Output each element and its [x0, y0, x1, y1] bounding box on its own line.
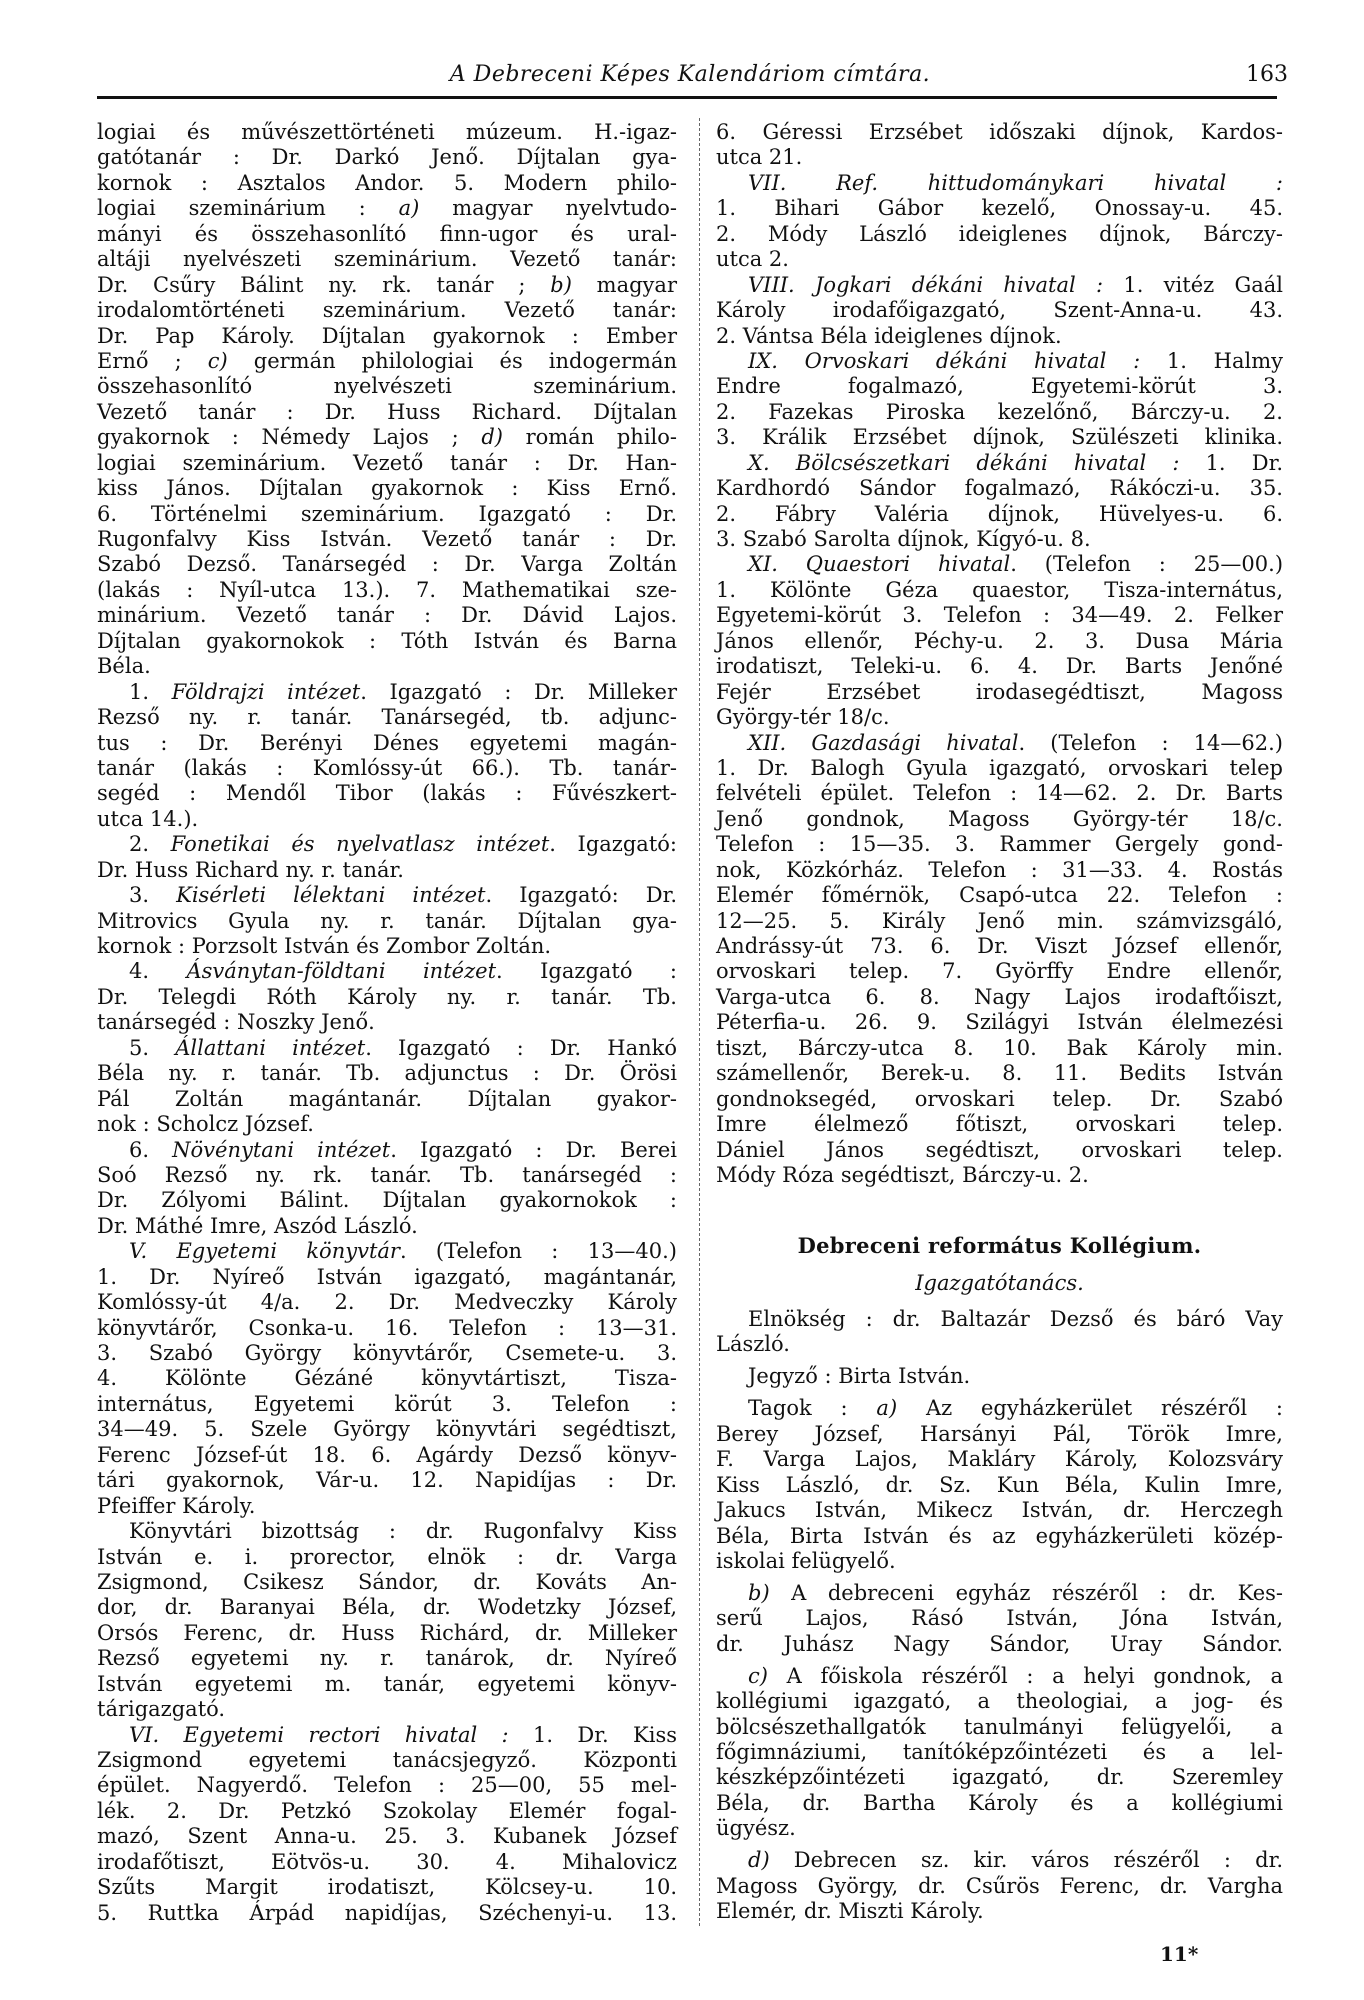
text-line: [97, 680, 677, 705]
text-line: Komlóssy-út 4/a. 2. Dr. Medveczky Károly: [97, 1290, 677, 1315]
italic-heading-segment: d): [481, 425, 503, 450]
text-line: Rezső egyetemi ny. r. tanárok, dr. Nyíreő: [97, 1646, 677, 1671]
paragraph: [97, 1239, 677, 1519]
text-line: tanársegéd : Noszky Jenő.: [97, 1010, 375, 1035]
text-line: Módy Róza segédtiszt, Bárczy-u. 2.: [716, 1162, 1089, 1187]
italic-heading-segment: Fonetikai és nyelvatlasz intézet: [170, 832, 550, 857]
text-segment: . (Telefon : 25—00.): [1010, 552, 1284, 577]
text-line: iskolai felügyelő.: [716, 1548, 896, 1573]
text-line: [97, 1723, 677, 1748]
text-line: [716, 1664, 1283, 1689]
text-line: Ferenc József-út 18. 6. Agárdy Dezső könyv-: [97, 1442, 677, 1467]
text-line: Károly irodafőigazgató, Szent-Anna-u. 43.: [716, 298, 1283, 323]
paragraph: [97, 959, 677, 1035]
text-segment: Tagok :: [748, 1396, 877, 1421]
text-line: Orsós Ferenc, dr. Huss Richárd, dr. Milleker: [97, 1620, 677, 1645]
text-segment: Debrecen sz. kir. város részéről : dr.: [769, 1848, 1283, 1873]
text-line: tus : Dr. Berényi Dénes egyetemi magán-: [97, 730, 677, 755]
text-line: irodalomtörténeti szeminárium. Vezető tanár:: [97, 298, 677, 323]
italic-heading-segment: a): [876, 1396, 898, 1421]
text-line: [716, 552, 1283, 577]
italic-heading-segment: c): [748, 1663, 768, 1688]
italic-heading-segment: b): [748, 1580, 770, 1605]
text-line: Pfeiffer Károly.: [97, 1493, 256, 1518]
paragraph: [716, 1364, 1283, 1389]
text-line: István e. i. prorector, elnök : dr. Varga: [97, 1544, 677, 1569]
text-line: Péterfia-u. 26. 9. Szilágyi István élelmezési: [716, 1010, 1283, 1035]
text-segment: A debreceni egyház részéről : dr. Kes-: [769, 1580, 1283, 1605]
text-line: [97, 425, 677, 450]
text-segment: 1. vitéz Gaál: [1103, 272, 1283, 297]
text-line: összehasonlító nyelvészeti szeminárium.: [97, 374, 677, 399]
text-segment: 1. Dr.: [1179, 450, 1283, 475]
text-line: Fejér Erzsébet irodasegédtiszt, Magoss: [716, 679, 1283, 704]
text-line: Elemér főmérnök, Csapó-utca 22. Telefon :: [716, 883, 1283, 908]
text-line: 3. Szabó Sarolta díjnok, Kígyó-u. 8.: [716, 527, 1091, 551]
text-line: segéd : Mendől Tibor (lakás : Fűvészkert-: [97, 781, 677, 806]
text-line: minárium. Vezető tanár : Dr. Dávid Lajos.: [97, 603, 677, 628]
text-line: Béla.: [97, 654, 151, 679]
italic-heading-segment: b): [550, 272, 572, 297]
right-column-offices: [716, 120, 1283, 1188]
text-line: orvoskari telep. 7. Györffy Endre ellenőr,: [716, 959, 1283, 984]
text-segment: logiai szeminárium :: [97, 196, 399, 221]
left-column: [97, 120, 677, 1926]
text-segment: 5.: [129, 1035, 176, 1060]
text-line: tanár (lakás : Komlóssy-út 66.). Tb. tanár-: [97, 755, 677, 780]
text-line: [97, 349, 677, 374]
text-line: mányi és összehasonlító finn-ugor és ural-: [97, 221, 677, 246]
text-segment: 4.: [129, 959, 187, 984]
text-line: tiszt, Bárczy-utca 8. 10. Bak Károly min.: [716, 1035, 1283, 1060]
paragraph: [716, 1848, 1283, 1924]
text-line: [97, 1239, 677, 1264]
right-column-college: [716, 1307, 1283, 1925]
text-line: dor, dr. Baranyai Béla, dr. Wodetzky József,: [97, 1595, 677, 1620]
text-line: kornok : Asztalos Andor. 5. Modern philo-: [97, 170, 677, 195]
text-line: Telefon : 15—35. 3. Rammer Gergely gond-: [716, 832, 1283, 857]
text-line: mazó, Szent Anna-u. 25. 3. Kubanek József: [97, 1824, 677, 1849]
text-line: 2. Vántsa Béla ideiglenes díjnok.: [716, 323, 1062, 348]
text-line: Rugonfalvy Kiss István. Vezető tanár : Dr.: [97, 527, 677, 551]
paragraph: [716, 1664, 1283, 1842]
text-segment: magyar: [571, 272, 677, 297]
text-line: Díjtalan gyakornokok : Tóth István és Barna: [97, 628, 677, 653]
text-line: [716, 731, 1283, 756]
text-line: ügyész.: [716, 1816, 796, 1841]
text-line: Endre fogalmazó, Egyetemi-körút 3.: [716, 374, 1283, 399]
text-line: [97, 273, 677, 298]
paragraph: [716, 1581, 1283, 1657]
page-number: 163: [1246, 62, 1288, 87]
text-line: logiai szeminárium. Vezető tanár : Dr. Han-: [97, 450, 677, 475]
paragraph: [97, 832, 677, 883]
text-line: [716, 1581, 1283, 1606]
section-heading: Debreceni református Kollégium.: [797, 1233, 1202, 1258]
text-line: 34—49. 5. Szele György könyvtári segédtiszt,: [97, 1417, 677, 1442]
italic-heading-segment: c): [207, 348, 228, 373]
text-segment: Az egyházkerület részéről :: [897, 1396, 1283, 1421]
text-line: Kardhordó Sándor fogalmazó, Rákóczi-u. 35.: [716, 476, 1283, 501]
text-line: [97, 1036, 677, 1061]
text-line: Varga-utca 6. 8. Nagy Lajos irodaftőiszt,: [716, 984, 1283, 1009]
italic-heading-segment: a): [398, 196, 420, 221]
text-line: utca 14.).: [97, 806, 199, 831]
paragraph: [716, 171, 1283, 273]
text-line: Vezető tanár : Dr. Huss Richard. Díjtalan: [97, 399, 677, 424]
text-line: [97, 196, 677, 221]
text-line: Rezső ny. r. tanár. Tanársegéd, tb. adjunc-: [97, 705, 677, 730]
text-segment: . Igazgató :: [496, 959, 677, 984]
paragraph: [97, 1519, 677, 1723]
text-line: Szűts Margit irodatiszt, Kölcsey-u. 10.: [97, 1875, 677, 1900]
paragraph: [97, 883, 677, 959]
text-segment: 2.: [129, 832, 171, 857]
paragraph: [97, 1138, 677, 1240]
text-line: 6. Történelmi szeminárium. Igazgató : Dr.: [97, 501, 677, 526]
text-line: 1. Dr. Balogh Gyula igazgató, orvoskari telep: [716, 755, 1283, 780]
text-line: nok : Scholcz József.: [97, 1112, 314, 1137]
text-line: [716, 1848, 1283, 1873]
paragraph: [716, 273, 1283, 349]
text-line: logiai és művészettörténeti múzeum. H.-igaz-: [97, 120, 677, 144]
italic-heading-segment: d): [748, 1848, 770, 1873]
paragraph: [716, 1307, 1283, 1358]
text-segment: 3.: [129, 883, 177, 908]
text-line: Berey József, Harsányi Pál, Török Imre,: [716, 1421, 1283, 1446]
italic-heading-segment: Ásványtan-földtani intézet: [186, 959, 497, 984]
paragraph: [716, 349, 1283, 451]
text-line: 2. Módy László ideiglenes díjnok, Bárczy-: [716, 221, 1283, 246]
section-subheading: Igazgatótanács.: [915, 1271, 1084, 1295]
text-line: tári gyakornok, Vár-u. 12. Napidíjas : Dr.: [97, 1468, 677, 1493]
italic-heading-segment: Kisérleti lélektani intézet: [176, 883, 486, 908]
text-line: [716, 451, 1283, 476]
text-segment: . (Telefon : 14—62.): [1018, 730, 1283, 755]
text-line: [97, 883, 677, 908]
italic-heading-segment: V. Egyetemi könyvtár: [129, 1239, 400, 1264]
text-line: Béla ny. r. tanár. Tb. adjunctus : Dr. Örösi: [97, 1061, 677, 1086]
text-line: készképzőintézeti igazgató, dr. Szeremley: [716, 1765, 1283, 1790]
text-line: 1. Dr. Nyíreő István igazgató, magántanár,: [97, 1264, 677, 1289]
text-line: épület. Nagyerdő. Telefon : 25—00, 55 mel-: [97, 1773, 677, 1798]
text-line: Dr. Máthé Imre, Aszód László.: [97, 1213, 418, 1238]
text-line: 3. Szabó György könyvtárőr, Csemete-u. 3.: [97, 1341, 677, 1365]
text-line: internátus, Egyetemi körút 3. Telefon :: [97, 1391, 677, 1416]
text-line: [97, 1138, 677, 1163]
text-line: Magoss György, dr. Csűrös Ferenc, dr. Vargha: [716, 1873, 1283, 1898]
text-line: György-tér 18/c.: [716, 705, 890, 730]
italic-heading-segment: XI. Quaestori hivatal: [748, 552, 1011, 577]
text-line: [716, 1396, 1283, 1421]
text-line: Zsigmond, Csikesz Sándor, dr. Kováts An-: [97, 1569, 677, 1594]
italic-heading-segment: IX. Orvoskari dékáni hivatal :: [748, 348, 1141, 373]
text-segment: . Igazgató : Dr. Milleker: [360, 679, 677, 704]
text-line: serű Lajos, Rásó István, Jóna István,: [716, 1606, 1283, 1631]
text-line: Könyvtári bizottság : dr. Rugonfalvy Kiss: [129, 1519, 677, 1544]
text-line: Pál Zoltán magántanár. Díjtalan gyakor-: [97, 1086, 677, 1111]
text-line: 5. Ruttka Árpád napidíjas, Széchenyi-u. 13.: [97, 1900, 677, 1925]
text-line: Dr. Pap Károly. Díjtalan gyakornok : Ember: [97, 323, 677, 348]
text-line: Dr. Huss Richard ny. r. tanár.: [97, 857, 404, 882]
column-divider: [699, 118, 700, 1926]
text-line: 6. Géressi Erzsébet időszaki díjnok, Kardos-: [716, 120, 1283, 144]
text-line: Béla, Birta István és az egyházkerületi közép-: [716, 1523, 1283, 1548]
text-line: 2. Fábry Valéria díjnok, Hüvelyes-u. 6.: [716, 501, 1283, 526]
text-line: irodatiszt, Teleki-u. 6. 4. Dr. Barts Jenőné: [716, 654, 1283, 679]
paragraph: [97, 1036, 677, 1138]
italic-heading-segment: VIII. Jogkari dékáni hivatal :: [748, 272, 1104, 297]
text-line: Andrássy-út 73. 6. Dr. Viszt József ellenőr,: [716, 934, 1283, 958]
italic-heading-segment: Növénytani intézet: [172, 1137, 391, 1162]
paragraph: [716, 731, 1283, 1189]
text-line: Zsigmond egyetemi tanácsjegyző. Központi: [97, 1748, 677, 1772]
text-segment: . Igazgató : Dr. Berei: [390, 1137, 677, 1162]
text-line: gondnoksegéd, orvoskari telep. Dr. Szabó: [716, 1086, 1283, 1111]
text-segment: . Igazgató:: [549, 832, 677, 857]
paragraph: [97, 680, 677, 833]
text-line: Jegyző : Birta István.: [748, 1364, 971, 1389]
text-line: altáji nyelvészeti szeminárium. Vezető tanár:: [97, 247, 677, 272]
text-segment: 1. Halmy: [1140, 348, 1283, 373]
text-line: [716, 171, 1283, 196]
text-line: Jakucs István, Mikecz István, dr. Herczegh: [716, 1498, 1283, 1523]
italic-heading-segment: VI. Egyetemi rectori hivatal :: [129, 1722, 509, 1747]
italic-heading-segment: Földrajzi intézet: [171, 679, 361, 704]
text-line: 3. Králik Erzsébet díjnok, Szülészeti klinika.: [716, 425, 1283, 450]
text-line: dr. Juhász Nagy Sándor, Uray Sándor.: [716, 1631, 1283, 1656]
text-line: László.: [716, 1332, 790, 1357]
text-line: István egyetemi m. tanár, egyetemi könyv-: [97, 1671, 677, 1696]
text-line: Dr. Zólyomi Bálint. Díjtalan gyakornokok :: [97, 1188, 677, 1213]
text-line: számellenőr, Berek-u. 8. 11. Bedits István: [716, 1061, 1283, 1086]
text-line: Szabó Dezső. Tanársegéd : Dr. Varga Zoltán: [97, 552, 677, 577]
text-line: kornok : Porzsolt István és Zombor Zoltán.: [97, 934, 552, 958]
text-line: [716, 349, 1283, 374]
text-segment: Dr. Csűry Bálint ny. rk. tanár ;: [97, 272, 551, 297]
text-line: Mitrovics Gyula ny. r. tanár. Díjtalan gya-: [97, 908, 677, 933]
text-segment: gyakornok : Némedy Lajos ;: [97, 425, 482, 450]
text-line: tárigazgató.: [97, 1697, 226, 1722]
paragraph: [716, 451, 1283, 553]
text-segment: Ernő ;: [97, 348, 208, 373]
text-line: Imre élelmező főtiszt, orvoskari telep.: [716, 1112, 1283, 1137]
signature-mark: 11*: [1160, 1942, 1199, 1966]
text-line: könyvtárőr, Csonka-u. 16. Telefon : 13—31.: [97, 1315, 677, 1340]
header-rule: [97, 96, 1277, 99]
text-line: 4. Kölönte Gézáné könyvtártiszt, Tisza-: [97, 1366, 677, 1391]
text-line: 2. Fazekas Piroska kezelőnő, Bárczy-u. 2.: [716, 399, 1283, 424]
text-line: Kiss László, dr. Sz. Kun Béla, Kulin Imre,: [716, 1472, 1283, 1497]
text-segment: magyar nyelvtudo-: [419, 196, 677, 221]
text-line: Jenő gondnok, Magoss György-tér 18/c.: [716, 806, 1283, 831]
text-line: bölcsészethallgatók tanulmányi felügyelői, a: [716, 1714, 1283, 1739]
text-segment: 1. Dr. Kiss: [508, 1722, 678, 1747]
paragraph: [716, 552, 1283, 730]
text-line: 1. Bihari Gábor kezelő, Onossay-u. 45.: [716, 196, 1283, 221]
text-line: főgimnáziumi, tanítóképzőintézeti és a lel-: [716, 1740, 1283, 1764]
text-line: [97, 959, 677, 984]
italic-heading-segment: Állattani intézet: [175, 1035, 366, 1060]
text-line: F. Varga Lajos, Makláry Károly, Kolozsváry: [716, 1447, 1283, 1472]
text-line: [97, 832, 677, 857]
text-line: felvételi épület. Telefon : 14—62. 2. Dr. Barts: [716, 781, 1283, 806]
text-line: (lakás : Nyíl-utca 13.). 7. Mathematikai sze-: [97, 577, 677, 602]
paragraph: [716, 120, 1283, 171]
paragraph: [97, 120, 677, 680]
text-line: lék. 2. Dr. Petzkó Szokolay Elemér fogal-: [97, 1798, 677, 1823]
text-line: gatótanár : Dr. Darkó Jenő. Díjtalan gya-: [97, 145, 677, 170]
text-line: Béla, dr. Bartha Károly és a kollégiumi: [716, 1790, 1283, 1815]
text-line: kiss János. Díjtalan gyakornok : Kiss Ernő.: [97, 476, 677, 501]
running-header-title: A Debreceni Képes Kalendáriom címtára.: [449, 62, 931, 87]
text-segment: . Igazgató : Dr. Hankó: [365, 1035, 677, 1060]
text-line: János ellenőr, Péchy-u. 2. 3. Dusa Mária: [716, 628, 1283, 653]
text-line: nok, Közkórház. Telefon : 31—33. 4. Rostás: [716, 857, 1283, 882]
italic-heading-segment: X. Bölcsészetkari dékáni hivatal :: [748, 450, 1180, 475]
text-line: 1. Kölönte Géza quaestor, Tisza-internátus,: [716, 577, 1283, 602]
text-line: irodafőtiszt, Eötvös-u. 30. 4. Mihalovicz: [97, 1849, 677, 1874]
text-segment: . (Telefon : 13—40.): [399, 1239, 677, 1264]
text-line: utca 2.: [716, 247, 789, 272]
text-segment: 6.: [129, 1137, 173, 1162]
text-line: 12—25. 5. Király Jenő min. számvizsgáló,: [716, 908, 1283, 933]
paragraph: [716, 1396, 1283, 1574]
text-segment: román philo-: [502, 425, 678, 450]
text-segment: germán philologiai és indogermán: [227, 348, 677, 373]
text-line: Elnökség : dr. Baltazár Dezső és báró Vay: [748, 1307, 1283, 1331]
text-line: [716, 273, 1283, 298]
text-line: utca 21.: [716, 145, 803, 170]
text-line: Dániel János segédtiszt, orvoskari telep.: [716, 1137, 1283, 1162]
text-segment: 1.: [129, 679, 172, 704]
text-segment: A főiskola részéről : a helyi gondnok, a: [767, 1663, 1283, 1688]
text-line: Dr. Telegdi Róth Károly ny. r. tanár. Tb.: [97, 984, 677, 1009]
text-line: Soó Rezső ny. rk. tanár. Tb. tanársegéd :: [97, 1162, 677, 1187]
italic-heading-segment: XII. Gazdasági hivatal: [748, 730, 1019, 755]
text-line: kollégiumi igazgató, a theologiai, a jog- és: [716, 1689, 1283, 1714]
italic-heading-segment: VII. Ref. hittudománykari hivatal :: [748, 170, 1283, 195]
text-segment: . Igazgató: Dr.: [485, 883, 677, 908]
text-line: Egyetemi-körút 3. Telefon : 34—49. 2. Felker: [716, 603, 1283, 628]
paragraph: [97, 1723, 677, 1927]
text-line: Elemér, dr. Miszti Károly.: [716, 1899, 984, 1924]
